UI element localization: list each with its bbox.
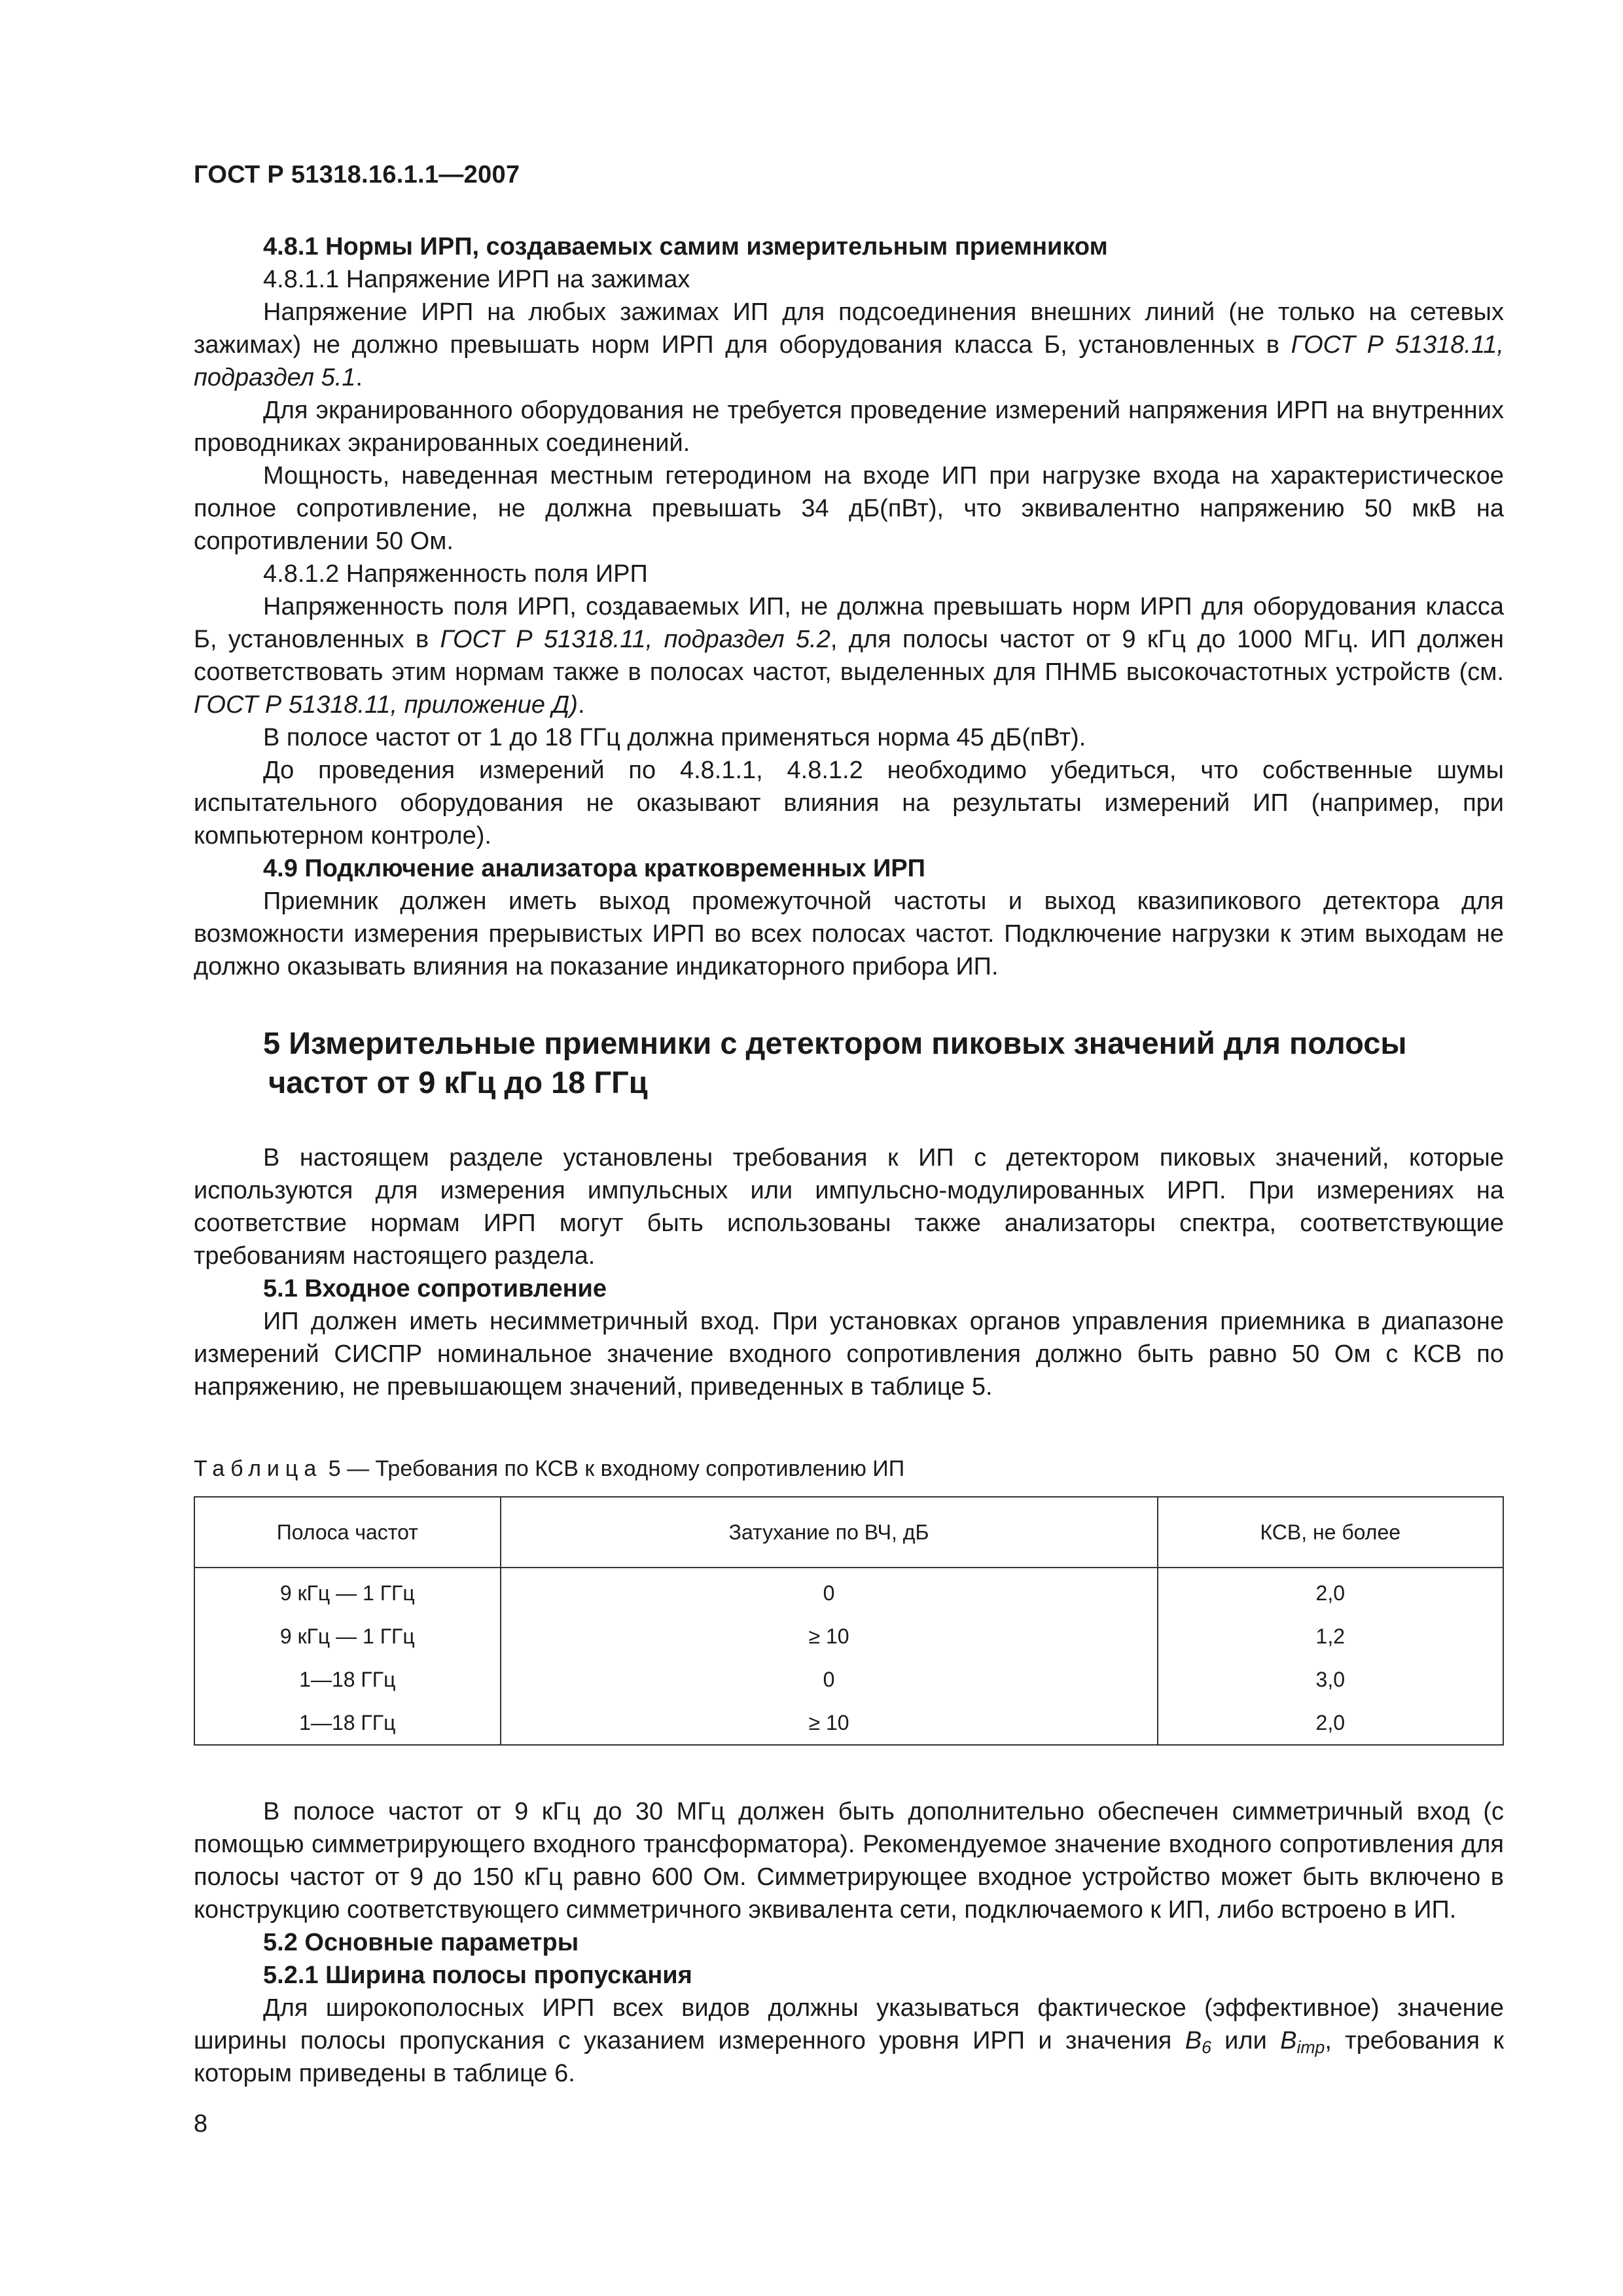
section-5-title: [194, 1024, 1504, 1102]
paragraph-section-5-intro: В настоящем разделе установлены требования к ИП с детектором пиковых значений, которые используются для измерения импульсных или импульсно-модулированных ИРП. При измерениях на соответствие нормам ИРП могут быть использованы также анализаторы спектра, соответствующие требованиям настоящего раздела.: [194, 1144, 1504, 1270]
symbol-base: B: [1185, 2027, 1202, 2054]
table-cell: 9 кГц — 1 ГГц: [194, 1568, 501, 1615]
paragraph-5-1-text: ИП должен иметь несимметричный вход. При установках органов управления приемника в диапазоне измерений СИСПР номинальное значение входного сопротивления должно быть равно 50 Ом с КСВ по напряжению, не превышающем значений, приведенных в таблице 5.: [194, 1308, 1504, 1401]
symbol-b6: [1185, 2027, 1211, 2057]
text-run: Напряженность поля ИРП, создаваемых ИП, не должна превышать норм ИРП для оборудования класса Б, установленных в: [194, 593, 1504, 653]
paragraph-noise-check: До проведения измерений по 4.8.1.1, 4.8.1.2 необходимо убедиться, что собственные шумы испытательного оборудования не оказывают влияния на результаты измерений ИП (например, при компьютерном контроле).: [194, 757, 1504, 850]
table-header-cell: Полоса частот: [194, 1497, 501, 1568]
table-cell: ≥ 10: [501, 1615, 1158, 1658]
text-run: или: [1211, 2027, 1281, 2054]
reference-gost-51318-11-5-2: ГОСТ Р 51318.11, подраздел 5.2: [440, 626, 830, 653]
document-body: [194, 230, 1504, 2090]
table-cell: 1,2: [1158, 1615, 1503, 1658]
table-row: [194, 1658, 1503, 1701]
table-cell: 2,0: [1158, 1568, 1503, 1615]
paragraph-1-18-ghz-norm: В полосе частот от 1 до 18 ГГц должна применяться норма 45 дБ(пВт).: [263, 724, 1086, 751]
table-cell: 0: [501, 1658, 1158, 1701]
symbol-subscript: 6: [1202, 2037, 1211, 2057]
document-header-code: ГОСТ Р 51318.16.1.1—2007: [194, 161, 520, 188]
table-row: [194, 1701, 1503, 1745]
heading-5-2: 5.2 Основные параметры: [263, 1929, 579, 1956]
text-run: Напряжение ИРП на любых зажимах ИП для подсоединения внешних линий (не только на сетевых зажимах) не должно превышать норм ИРП для оборудования класса Б, установленных в: [194, 298, 1504, 359]
table-cell: 9 кГц — 1 ГГц: [194, 1615, 501, 1658]
subheading-4-8-1-2: 4.8.1.2 Напряженность поля ИРП: [263, 560, 648, 588]
heading-4-9: 4.9 Подключение анализатора кратковременных ИРП: [263, 855, 925, 882]
table-header-cell: КСВ, не более: [1158, 1497, 1503, 1568]
table-caption-word: Таблица: [194, 1456, 323, 1481]
section-5-title-line2: частот от 9 кГц до 18 ГГц: [268, 1065, 648, 1100]
table-header-cell: Затухание по ВЧ, дБ: [501, 1497, 1158, 1568]
text-run: .: [355, 364, 363, 391]
table-header-row: [194, 1497, 1503, 1568]
paragraph-5-2-1-text: [194, 1992, 1504, 2090]
paragraph-oscillator-power: Мощность, наведенная местным гетеродином на входе ИП при нагрузке входа на характеристическое полное сопротивление, не должна превышать 34 дБ(пВт), что эквивалентно напряжению 50 мкВ на сопротивлении 50 Ом.: [194, 462, 1504, 555]
text-run: , для полосы частот от 9 кГц до 1000 МГц. ИП должен соответствовать этим нормам также в полосах частот, выделенных для ПНМБ высокочастотных устройств (см.: [194, 626, 1504, 686]
paragraph-symmetric-input: В полосе частот от 9 кГц до 30 МГц должен быть дополнительно обеспечен симметричный вход (с помощью симметрирующего входного трансформатора). Рекомендуемое значение входного сопротивления для полосы частот от 9 до 150 кГц равно 600 Ом. Симметрирующее входное устройство может быть включено в конструкцию соответствующего симметричного эквивалента сети, подключаемого к ИП, либо встроено в ИП.: [194, 1798, 1504, 1924]
symbol-subscript: imp: [1296, 2037, 1325, 2057]
table-5-caption: [194, 1454, 1504, 1483]
table-row: [194, 1615, 1503, 1658]
page-number: 8: [194, 2110, 208, 2138]
section-5-title-line1: 5 Измерительные приемники с детектором пиковых значений для полосы: [263, 1026, 1407, 1060]
table-cell: 1—18 ГГц: [194, 1701, 501, 1745]
table-cell: 2,0: [1158, 1701, 1503, 1745]
symbol-bimp: [1280, 2027, 1325, 2057]
subheading-4-8-1-1: 4.8.1.1 Напряжение ИРП на зажимах: [263, 266, 690, 293]
table-cell: 0: [501, 1568, 1158, 1615]
text-run: .: [577, 691, 585, 719]
table-row: [194, 1568, 1503, 1615]
heading-4-8-1: 4.8.1 Нормы ИРП, создаваемых самим измерительным приемником: [263, 233, 1108, 260]
heading-5-2-1: 5.2.1 Ширина полосы пропускания: [263, 1962, 692, 1989]
paragraph-field-strength: [194, 590, 1504, 721]
table-cell: ≥ 10: [501, 1701, 1158, 1745]
heading-5-1: 5.1 Входное сопротивление: [263, 1275, 607, 1302]
table-cell: 3,0: [1158, 1658, 1503, 1701]
paragraph-4-9-text: Приемник должен иметь выход промежуточной частоты и выход квазипикового детектора для возможности измерения прерывистых ИРП во всех полосах частот. Подключение нагрузки к этим выходам не должно оказывать влияния на показание индикаторного прибора ИП.: [194, 888, 1504, 980]
paragraph-4-8-1-1-text: [194, 296, 1504, 394]
table-caption-text: 5 — Требования по КСВ к входному сопротивлению ИП: [322, 1456, 905, 1481]
text-run: , требования к которым приведены в таблице 6.: [194, 2027, 1504, 2087]
table-cell: 1—18 ГГц: [194, 1658, 501, 1701]
text-run: Для широкополосных ИРП всех видов должны указываться фактическое (эффективное) значение ширины полосы пропускания с указанием измеренного уровня ИРП и значения: [194, 1994, 1504, 2054]
reference-link-gost-51318-11-5-1: ГОСТ Р 51318.11, подраздел 5.1: [194, 331, 1504, 391]
paragraph-shielded-equipment: Для экранированного оборудования не требуется проведение измерений напряжения ИРП на внутренних проводниках экранированных соединений.: [194, 397, 1504, 457]
reference-gost-51318-11-annex-d: ГОСТ Р 51318.11, приложение Д): [194, 691, 578, 719]
symbol-base: B: [1280, 2027, 1297, 2054]
table-5: [194, 1496, 1504, 1746]
